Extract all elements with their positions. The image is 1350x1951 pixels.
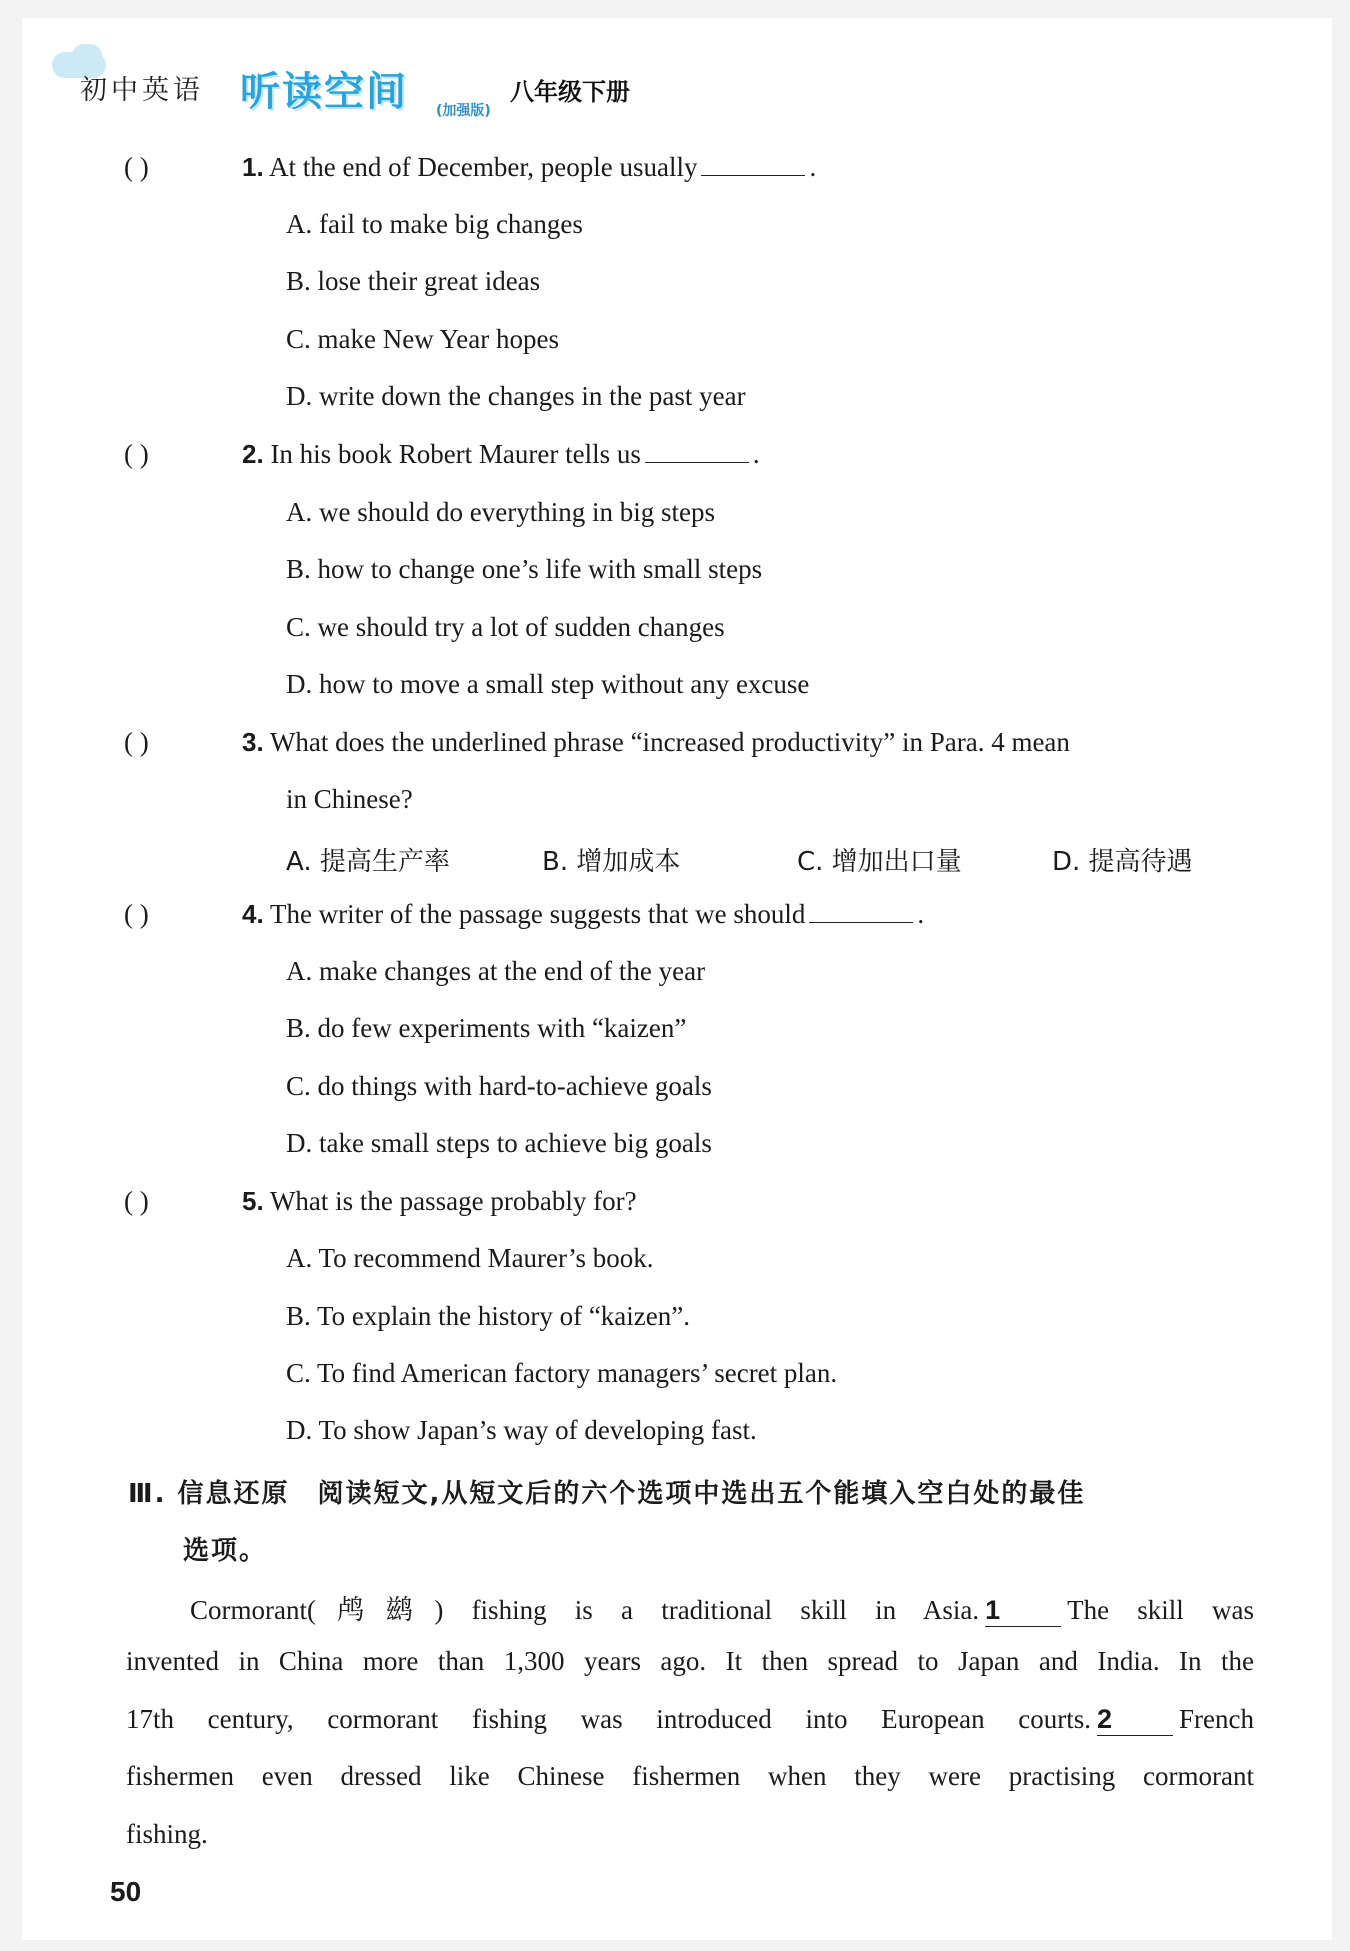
- option-a: A. To recommend Maurer’s book.: [286, 1243, 654, 1273]
- option-d: D. how to move a small step without any excuse: [286, 669, 810, 699]
- passage-line: [126, 1704, 1254, 1736]
- answer-bracket[interactable]: ( ): [124, 439, 149, 469]
- section-heading: Ⅲ. 信息还原 阅读短文,从短文后的六个选项中选出五个能填入空白处的最佳: [128, 1479, 1086, 1509]
- option-b: B. 增加成本: [542, 847, 681, 877]
- option-c: C. do things with hard-to-achieve goals: [286, 1071, 712, 1101]
- passage-text: The skill was: [1067, 1595, 1255, 1625]
- option-b: B. lose their great ideas: [286, 266, 541, 296]
- passage-line: invented in China more than 1,300 years ago. It then spread to Japan and India. In the: [126, 1646, 1254, 1676]
- option-c: C. we should try a lot of sudden changes: [286, 612, 725, 642]
- punct: .: [809, 152, 817, 182]
- page-number: 50: [110, 1876, 142, 1907]
- question-number: 4.: [242, 899, 264, 929]
- question-stem: What does the underlined phrase “increased productivity” in Para. 4 mean: [269, 727, 1070, 757]
- question-3: [242, 727, 1070, 758]
- question-stem: In his book Robert Maurer tells us: [270, 439, 641, 469]
- cloud-decoration: [72, 44, 102, 68]
- question-1: [242, 152, 816, 183]
- option-d: D. write down the changes in the past year: [286, 381, 746, 411]
- question-number: 1.: [242, 152, 264, 182]
- punct: .: [752, 439, 760, 469]
- option-d: D. 提高待遇: [1052, 847, 1193, 877]
- passage-line: fishing.: [126, 1819, 208, 1849]
- question-4: [242, 899, 924, 930]
- answer-bracket[interactable]: ( ): [124, 152, 149, 182]
- passage-text: French: [1179, 1704, 1254, 1734]
- option-b: B. do few experiments with “kaizen”: [286, 1013, 687, 1043]
- option-b: B. To explain the history of “kaizen”.: [286, 1301, 690, 1331]
- option-a: A. 提高生产率: [286, 847, 450, 877]
- grade-label: 八年级下册: [510, 78, 630, 106]
- question-number: 5.: [242, 1186, 264, 1216]
- passage-line: fishermen even dressed like Chinese fishermen when they were practising cormorant: [126, 1761, 1254, 1791]
- question-stem: The writer of the passage suggests that we should: [269, 899, 806, 929]
- option-c: C. 增加出口量: [797, 847, 962, 877]
- option-a: A. make changes at the end of the year: [286, 956, 706, 986]
- option-b: B. how to change one’s life with small steps: [286, 554, 763, 584]
- series-title: 初中英语: [80, 75, 204, 106]
- option-d: D. To show Japan’s way of developing fast.: [286, 1415, 757, 1445]
- option-a: A. fail to make big changes: [286, 209, 583, 239]
- question-5: [242, 1186, 637, 1217]
- gap-1[interactable]: 1: [985, 1595, 1061, 1627]
- answer-bracket[interactable]: ( ): [124, 899, 149, 929]
- passage-line: [190, 1588, 1254, 1627]
- option-c: C. To find American factory managers’ secret plan.: [286, 1358, 838, 1388]
- question-stem: What is the passage probably for?: [269, 1186, 637, 1216]
- answer-blank: [645, 461, 749, 463]
- question-number: 3.: [242, 727, 264, 757]
- section-heading-continued: 选项。: [183, 1536, 268, 1566]
- option-c: C. make New Year hopes: [286, 324, 559, 354]
- option-d: D. take small steps to achieve big goals: [286, 1128, 712, 1158]
- punct: .: [917, 899, 925, 929]
- answer-blank: [809, 921, 913, 923]
- gap-2[interactable]: 2: [1097, 1704, 1173, 1736]
- passage-text: 17th century, cormorant fishing was introduced into European courts.: [126, 1704, 1092, 1734]
- question-number: 2.: [242, 439, 264, 469]
- answer-bracket[interactable]: ( ): [124, 1186, 149, 1216]
- question-stem: At the end of December, people usually: [268, 152, 698, 182]
- brand-logo: 听读空间: [240, 69, 408, 115]
- answer-bracket[interactable]: ( ): [124, 727, 149, 757]
- question-2: [242, 439, 760, 470]
- option-a: A. we should do everything in big steps: [286, 497, 715, 527]
- edition-label: (加强版): [436, 103, 491, 119]
- answer-blank: [701, 174, 805, 176]
- page-header: [80, 66, 780, 126]
- passage-text: Cormorant(鸬鹚) fishing is a traditional skill in Asia.: [190, 1595, 980, 1625]
- question-stem-continued: in Chinese?: [286, 784, 413, 814]
